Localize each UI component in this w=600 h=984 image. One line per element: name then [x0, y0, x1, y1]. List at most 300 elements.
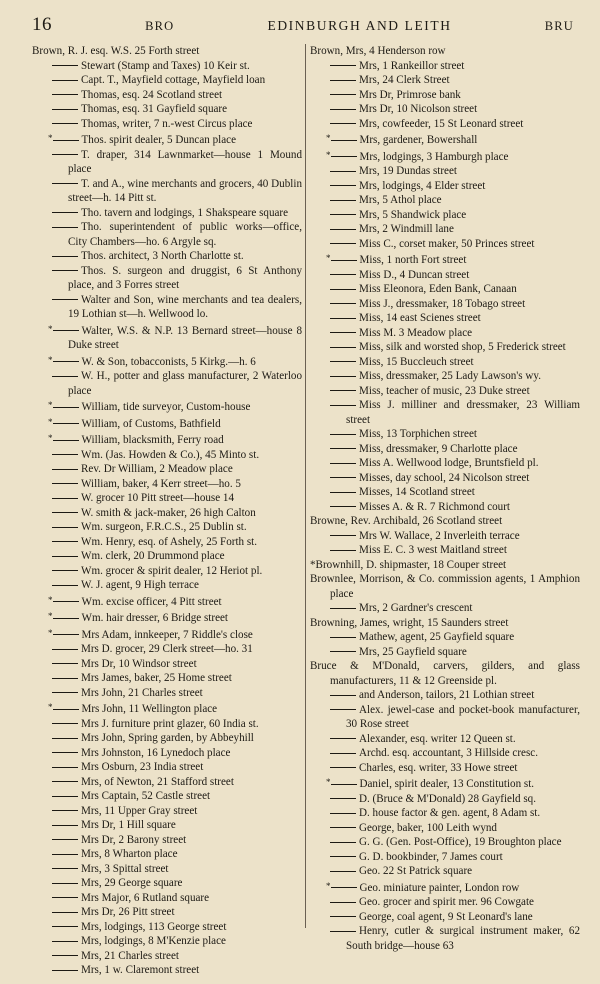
ditto-dash [52, 506, 81, 521]
directory-entry [32, 206, 302, 221]
directory-entry [310, 879, 580, 896]
ditto-dash [330, 471, 359, 486]
directory-entry [32, 746, 302, 761]
ditto-dash [52, 789, 81, 804]
ditto-dash [330, 355, 359, 370]
ditto-dash [330, 117, 359, 132]
ditto-dash [52, 671, 81, 686]
ditto-dash [326, 775, 360, 792]
entry-text: Alexander, esq. writer 12 Queen st. [359, 732, 516, 745]
ditto-dash [52, 264, 81, 279]
directory-entry [32, 876, 302, 891]
entry-text: Mrs, 3 Spittal street [81, 862, 169, 875]
entry-text: Geo. grocer and spirit mer. 96 Cowgate [359, 896, 534, 908]
entry-text: Mrs Adam, innkeeper, 7 Riddle's close [81, 628, 253, 641]
directory-entry [310, 208, 580, 223]
ditto-dash [52, 746, 81, 761]
directory-entry [310, 427, 580, 442]
ditto-dash [52, 804, 81, 819]
directory-entry [310, 864, 580, 879]
directory-entry [32, 963, 302, 978]
entry-text: Henry, cutler & surgical instrument maker, 62 South bridge—house 63 [346, 925, 580, 952]
asterisk-marker: * [48, 400, 53, 410]
entry-text: Mrs, cowfeeder, 15 St Leonard street [359, 117, 524, 130]
entry-text: Mrs W. Wallace, 2 Inverleith terrace [359, 529, 520, 542]
entry-text: Brownlee, Morrison, & Co. commission agents, 1 Amphion place [310, 573, 580, 600]
directory-entry [310, 179, 580, 194]
directory-entry [32, 891, 302, 906]
directory-entry [32, 564, 302, 579]
ditto-dash [52, 73, 81, 88]
directory-entry [32, 220, 302, 249]
ditto-dash [330, 179, 359, 194]
entry-text: Miss E. C. 3 west Maitland street [359, 544, 507, 556]
ditto-dash [48, 431, 82, 448]
ditto-dash [52, 775, 81, 790]
directory-entry-head [310, 514, 580, 529]
directory-entry [310, 193, 580, 208]
ditto-dash [48, 593, 82, 610]
ditto-dash [330, 268, 359, 283]
ditto-dash [330, 427, 359, 442]
ditto-dash [330, 485, 359, 500]
entry-text: Mrs, 2 Windmill lane [359, 223, 454, 235]
directory-entry [310, 703, 580, 732]
entry-text: Mrs Dr, Primrose bank [359, 88, 461, 101]
ditto-dash [330, 630, 359, 645]
directory-entry [310, 529, 580, 544]
directory-entry-head [310, 44, 580, 59]
ditto-dash [52, 369, 81, 384]
ditto-dash [52, 949, 81, 964]
entry-text: Mrs, 19 Dundas street [359, 165, 457, 177]
ditto-dash [330, 340, 359, 355]
entry-text: G. G. (Gen. Post-Office), 19 Broughton place [359, 836, 562, 848]
ditto-dash [52, 833, 81, 848]
entry-text: Mrs, 11 Upper Gray street [81, 804, 198, 817]
ditto-dash [48, 700, 82, 717]
directory-entry [310, 297, 580, 312]
directory-entry [310, 59, 580, 74]
directory-entry-head [310, 616, 580, 631]
entry-text: and Anderson, tailors, 21 Lothian street [359, 689, 535, 701]
directory-entry [310, 835, 580, 850]
entry-text: T. and A., wine merchants and grocers, 40 Dublin street—h. 14 Pitt st. [68, 177, 302, 204]
directory-entry [310, 761, 580, 776]
ditto-dash [48, 131, 82, 148]
ditto-dash [330, 398, 359, 413]
ditto-dash [52, 717, 81, 732]
directory-entry [310, 850, 580, 865]
entry-text: Miss, 15 Buccleuch street [359, 355, 474, 368]
entry-text: Tho. tavern and lodgings, 1 Shakspeare square [81, 206, 289, 219]
ditto-dash [330, 73, 359, 88]
ditto-dash [48, 322, 82, 339]
entry-text: Capt. T., Mayfield cottage, Mayfield loan [81, 74, 266, 86]
ditto-dash [330, 326, 359, 341]
entry-text: G. D. bookbinder, 7 James court [359, 850, 503, 863]
entry-text: Mrs Dr, 26 Pitt street [81, 906, 175, 918]
page-number: 16 [32, 14, 52, 35]
directory-entry [32, 920, 302, 935]
ditto-dash [330, 850, 359, 865]
directory-entry-head [310, 572, 580, 601]
ditto-dash [330, 456, 359, 471]
ditto-dash [52, 477, 81, 492]
entry-text: Walter, W.S. & N.P. 13 Bernard street—house 8 Duke street [68, 324, 302, 351]
entry-text: D. (Bruce & M'Donald) 28 Gayfield sq. [359, 792, 536, 805]
entry-text: Miss, dressmaker, 9 Charlotte place [359, 442, 518, 455]
ditto-dash [52, 549, 81, 564]
asterisk-marker: * [310, 558, 316, 571]
directory-entry [32, 818, 302, 833]
ditto-dash [52, 686, 81, 701]
ditto-dash [330, 442, 359, 457]
asterisk-marker: * [326, 880, 331, 891]
entry-text: Mrs D. grocer, 29 Clerk street—ho. 31 [81, 643, 253, 655]
directory-entry [310, 222, 580, 237]
ditto-dash [326, 879, 360, 896]
directory-entry [310, 746, 580, 761]
ditto-dash [330, 102, 359, 117]
directory-entry [310, 601, 580, 616]
ditto-dash [330, 164, 359, 179]
directory-entry [32, 775, 302, 790]
asterisk-marker: * [326, 777, 331, 787]
ditto-dash [52, 448, 81, 463]
directory-entry [32, 431, 302, 448]
asterisk-marker: * [326, 253, 331, 263]
ditto-dash [52, 102, 81, 117]
directory-entry [310, 268, 580, 283]
entry-text: Mrs, lodgings, 3 Hamburgh place [359, 150, 509, 163]
asterisk-marker: * [326, 149, 331, 160]
ditto-dash [330, 821, 359, 836]
entry-text: Mrs, lodgings, 113 George street [81, 920, 227, 933]
directory-entry [310, 732, 580, 747]
ditto-dash [326, 251, 360, 268]
directory-entry [310, 384, 580, 399]
entry-text: Bruce & M'Donald, carvers, gilders, and glass manufacturers, 11 & 12 Greenside pl. [310, 660, 580, 687]
directory-entry [310, 148, 580, 165]
left-column [32, 44, 302, 978]
ditto-dash [52, 220, 81, 235]
entry-text: Misses, 14 Scotland street [359, 486, 475, 498]
ditto-dash [48, 626, 82, 643]
ditto-dash [52, 934, 81, 949]
ditto-dash [330, 601, 359, 616]
directory-entry [310, 471, 580, 486]
entry-text: Alex. jewel-case and pocket-book manufacturer, 30 Rose street [346, 703, 580, 730]
ditto-dash [330, 864, 359, 879]
entry-text: Miss, 13 Torphichen street [359, 428, 477, 440]
directory-entry [32, 626, 302, 643]
directory-entry [310, 543, 580, 558]
entry-text: Mrs, 21 Charles street [81, 949, 179, 962]
entry-text: Wm. excise officer, 4 Pitt street [81, 595, 222, 608]
directory-entry [310, 117, 580, 132]
directory-entry [310, 442, 580, 457]
entry-text: Miss J. milliner and dressmaker, 23 William street [346, 399, 580, 426]
ditto-dash [330, 282, 359, 297]
directory-entry [32, 760, 302, 775]
directory-entry [32, 131, 302, 148]
entry-text: Mrs Dr, 1 Hill square [81, 819, 176, 831]
entry-text: Mrs John, Spring garden, by Abbeyhill [81, 732, 254, 744]
entry-text: Walter and Son, wine merchants and tea dealers, 19 Lothian st—h. Wellwood lo. [68, 293, 302, 320]
directory-entry [32, 578, 302, 593]
entry-text: Mrs J. furniture print glazer, 60 India st. [81, 717, 259, 730]
directory-entry [310, 355, 580, 370]
directory-entry [310, 102, 580, 117]
entry-text: Thomas, esq. 31 Gayfield square [81, 103, 228, 115]
directory-entry [32, 322, 302, 353]
entry-text: Wm. surgeon, F.R.C.S., 25 Dublin st. [81, 521, 247, 533]
entry-text: Mrs Johnston, 16 Lynedoch place [81, 746, 231, 759]
entry-text: W. J. agent, 9 High terrace [81, 579, 199, 591]
asterisk-marker: * [326, 133, 331, 143]
entry-text: Miss C., corset maker, 50 Princes street [359, 237, 535, 250]
entry-text: Wm. Henry, esq. of Ashely, 25 Forth st. [81, 535, 258, 548]
directory-entry [32, 148, 302, 177]
ditto-dash [52, 963, 81, 978]
ditto-dash [52, 88, 81, 103]
directory-entry [32, 789, 302, 804]
directory-entry [310, 311, 580, 326]
ditto-dash [52, 177, 81, 192]
entry-text: Thos. spirit dealer, 5 Duncan place [81, 134, 237, 146]
directory-entry [310, 645, 580, 660]
column-divider [305, 44, 306, 928]
entry-text: Miss A. Wellwood lodge, Bruntsfield pl. [359, 457, 539, 469]
entry-text: Wm. hair dresser, 6 Bridge street [81, 612, 228, 624]
directory-entry [32, 949, 302, 964]
entry-text: George, baker, 100 Leith wynd [359, 821, 497, 834]
ditto-dash [330, 384, 359, 399]
ditto-dash [52, 731, 81, 746]
directory-entry [32, 88, 302, 103]
entry-text: T. draper, 314 Lawnmarket—house 1 Mound place [68, 148, 302, 175]
directory-entry [310, 88, 580, 103]
ditto-dash [330, 703, 359, 718]
entry-text: Mrs James, baker, 25 Home street [81, 672, 232, 684]
entry-text: D. house factor & gen. agent, 8 Adam st. [359, 807, 541, 819]
ditto-dash [330, 924, 359, 939]
ditto-dash [330, 792, 359, 807]
directory-entry [310, 895, 580, 910]
ditto-dash [52, 818, 81, 833]
directory-entry [310, 821, 580, 836]
directory-entry [32, 398, 302, 415]
ditto-dash [330, 500, 359, 515]
ditto-dash [52, 535, 81, 550]
entry-text: Miss, 1 north Fort street [359, 254, 467, 266]
directory-entry [310, 251, 580, 268]
directory-entry [32, 264, 302, 293]
page-header [32, 14, 574, 38]
ditto-dash [48, 415, 82, 432]
directory-entry [310, 792, 580, 807]
ditto-dash [330, 688, 359, 703]
asterisk-marker: * [48, 611, 53, 621]
entry-text: Browne, Rev. Archibald, 26 Scotland street [310, 515, 503, 527]
entry-text: Miss D., 4 Duncan street [359, 268, 470, 281]
entry-text: Geo. miniature painter, London row [359, 881, 520, 894]
directory-entry [310, 456, 580, 471]
ditto-dash [326, 131, 360, 148]
entry-text: Miss, silk and worsted shop, 5 Frederick street [359, 341, 566, 353]
asterisk-marker: * [48, 702, 53, 712]
ditto-dash [330, 237, 359, 252]
directory-entry [32, 671, 302, 686]
ditto-dash [330, 88, 359, 103]
directory-entry [310, 806, 580, 821]
entry-text: Mrs, 25 Gayfield square [359, 645, 467, 658]
directory-entry [32, 415, 302, 432]
ditto-dash [52, 564, 81, 579]
directory-entry [310, 910, 580, 925]
asterisk-marker: * [48, 354, 53, 365]
ditto-dash [330, 543, 359, 558]
entry-text: Mrs, 5 Athol place [359, 194, 442, 206]
directory-entry [310, 398, 580, 427]
entry-text: Miss J., dressmaker, 18 Tobago street [359, 297, 526, 310]
entry-text: Mrs John, 11 Wellington place [81, 703, 218, 715]
entry-text: Mrs, 29 George square [81, 877, 183, 889]
entry-text: Archd. esq. accountant, 3 Hillside cresc. [359, 747, 538, 759]
entry-text: Mrs John, 21 Charles street [81, 686, 203, 699]
entry-text: Mrs, gardener, Bowershall [359, 134, 478, 146]
directory-entry [32, 657, 302, 672]
directory-entry [310, 237, 580, 252]
directory-entry [310, 485, 580, 500]
ditto-dash [52, 847, 81, 862]
ditto-dash [330, 369, 359, 384]
entry-text: Miss, teacher of music, 23 Duke street [359, 384, 530, 397]
entry-text: W. grocer 10 Pitt street—house 14 [81, 492, 235, 504]
directory-entry [310, 326, 580, 341]
entry-text: Mrs Dr, 10 Windsor street [81, 657, 197, 670]
entry-text: Thomas, esq. 24 Scotland street [81, 88, 223, 101]
entry-text: Mrs, 8 Wharton place [81, 848, 178, 860]
entry-text: Miss Eleonora, Eden Bank, Canaan [359, 283, 517, 295]
entry-text: Mrs Major, 6 Rutland square [81, 891, 210, 904]
directory-entry [32, 609, 302, 626]
entry-text: Mrs, of Newton, 21 Stafford street [81, 775, 234, 788]
directory-entry [32, 249, 302, 264]
entry-text: George, coal agent, 9 St Leonard's lane [359, 910, 533, 923]
entry-text: Mrs, 24 Clerk Street [359, 74, 450, 86]
directory-entry-head [310, 659, 580, 688]
ditto-dash [52, 642, 81, 657]
ditto-dash [52, 578, 81, 593]
directory-entry [32, 905, 302, 920]
entry-text: Mrs, lodgings, 4 Elder street [359, 179, 486, 192]
entry-text: Mathew, agent, 25 Gayfield square [359, 631, 515, 643]
entry-text: Mrs, 2 Gardner's crescent [359, 602, 473, 614]
entry-text: Charles, esq. writer, 33 Howe street [359, 761, 518, 774]
directory-entry [310, 775, 580, 792]
running-title: EDINBURGH AND LEITH [267, 18, 452, 33]
directory-entry [32, 642, 302, 657]
ditto-dash [330, 746, 359, 761]
ditto-dash [52, 862, 81, 877]
entry-text: W. H., potter and glass manufacturer, 2 Waterloo place [68, 370, 302, 397]
entry-text: Brown, Mrs, 4 Henderson row [310, 45, 446, 57]
ditto-dash [330, 311, 359, 326]
entry-text: Misses, day school, 24 Nicolson street [359, 471, 530, 484]
ditto-dash [330, 297, 359, 312]
directory-entry [32, 59, 302, 74]
directory-entry [310, 282, 580, 297]
ditto-dash [330, 732, 359, 747]
ditto-dash [52, 59, 81, 74]
directory-entry [32, 506, 302, 521]
directory-entry [310, 340, 580, 355]
ditto-dash [330, 193, 359, 208]
ditto-dash [330, 208, 359, 223]
ditto-dash [330, 910, 359, 925]
ditto-dash [48, 353, 82, 370]
entry-text: Mrs Dr, 10 Nicolson street [359, 103, 478, 115]
ditto-dash [330, 835, 359, 850]
entry-text: Thomas, writer, 7 n.-west Circus place [81, 117, 253, 130]
directory-entry [32, 549, 302, 564]
entry-text: William, tide surveyor, Custom-house [81, 401, 251, 413]
ditto-dash [330, 59, 359, 74]
directory-entry [32, 804, 302, 819]
directory-entry [310, 924, 580, 953]
directory-entry [32, 593, 302, 610]
entry-text: Mrs, 1 Rankeillor street [359, 59, 465, 72]
ditto-dash [52, 117, 81, 132]
right-headword: BRU [544, 19, 574, 33]
directory-entry [310, 369, 580, 384]
directory-entry [32, 73, 302, 88]
ditto-dash [52, 657, 81, 672]
ditto-dash [52, 760, 81, 775]
directory-entry [32, 293, 302, 322]
directory-entry [310, 164, 580, 179]
directory-entry [32, 520, 302, 535]
ditto-dash [330, 761, 359, 776]
asterisk-marker: * [48, 323, 53, 334]
entry-text: Brownhill, D. shipmaster, 18 Couper street [315, 558, 507, 571]
ditto-dash [52, 520, 81, 535]
entry-text: Rev. Dr William, 2 Meadow place [81, 463, 233, 475]
directory-entry [32, 535, 302, 550]
right-column [310, 44, 580, 953]
entry-text: Mrs Osburn, 23 India street [81, 761, 204, 773]
entry-text: Brown, R. J. esq. W.S. 25 Forth street [32, 45, 200, 57]
entry-text: W. smith & jack-maker, 26 high Calton [81, 506, 256, 519]
ditto-dash [52, 249, 81, 264]
asterisk-marker: * [48, 594, 53, 605]
asterisk-marker: * [48, 433, 53, 443]
entry-text: Mrs, lodgings, 8 M'Kenzie place [81, 935, 226, 947]
ditto-dash [330, 222, 359, 237]
entry-text: Thos. S. surgeon and druggist, 6 St Anthony place, and 3 Forres street [68, 264, 302, 291]
directory-entry [310, 131, 580, 148]
directory-entry [310, 630, 580, 645]
ditto-dash [52, 206, 81, 221]
entry-text: William, blacksmith, Ferry road [81, 434, 224, 446]
directory-entry [32, 177, 302, 206]
directory-entry [310, 73, 580, 88]
directory-entry [32, 717, 302, 732]
entry-text: Wm. clerk, 20 Drummond place [81, 550, 225, 562]
entry-text: Misses A. & R. 7 Richmond court [359, 500, 511, 513]
